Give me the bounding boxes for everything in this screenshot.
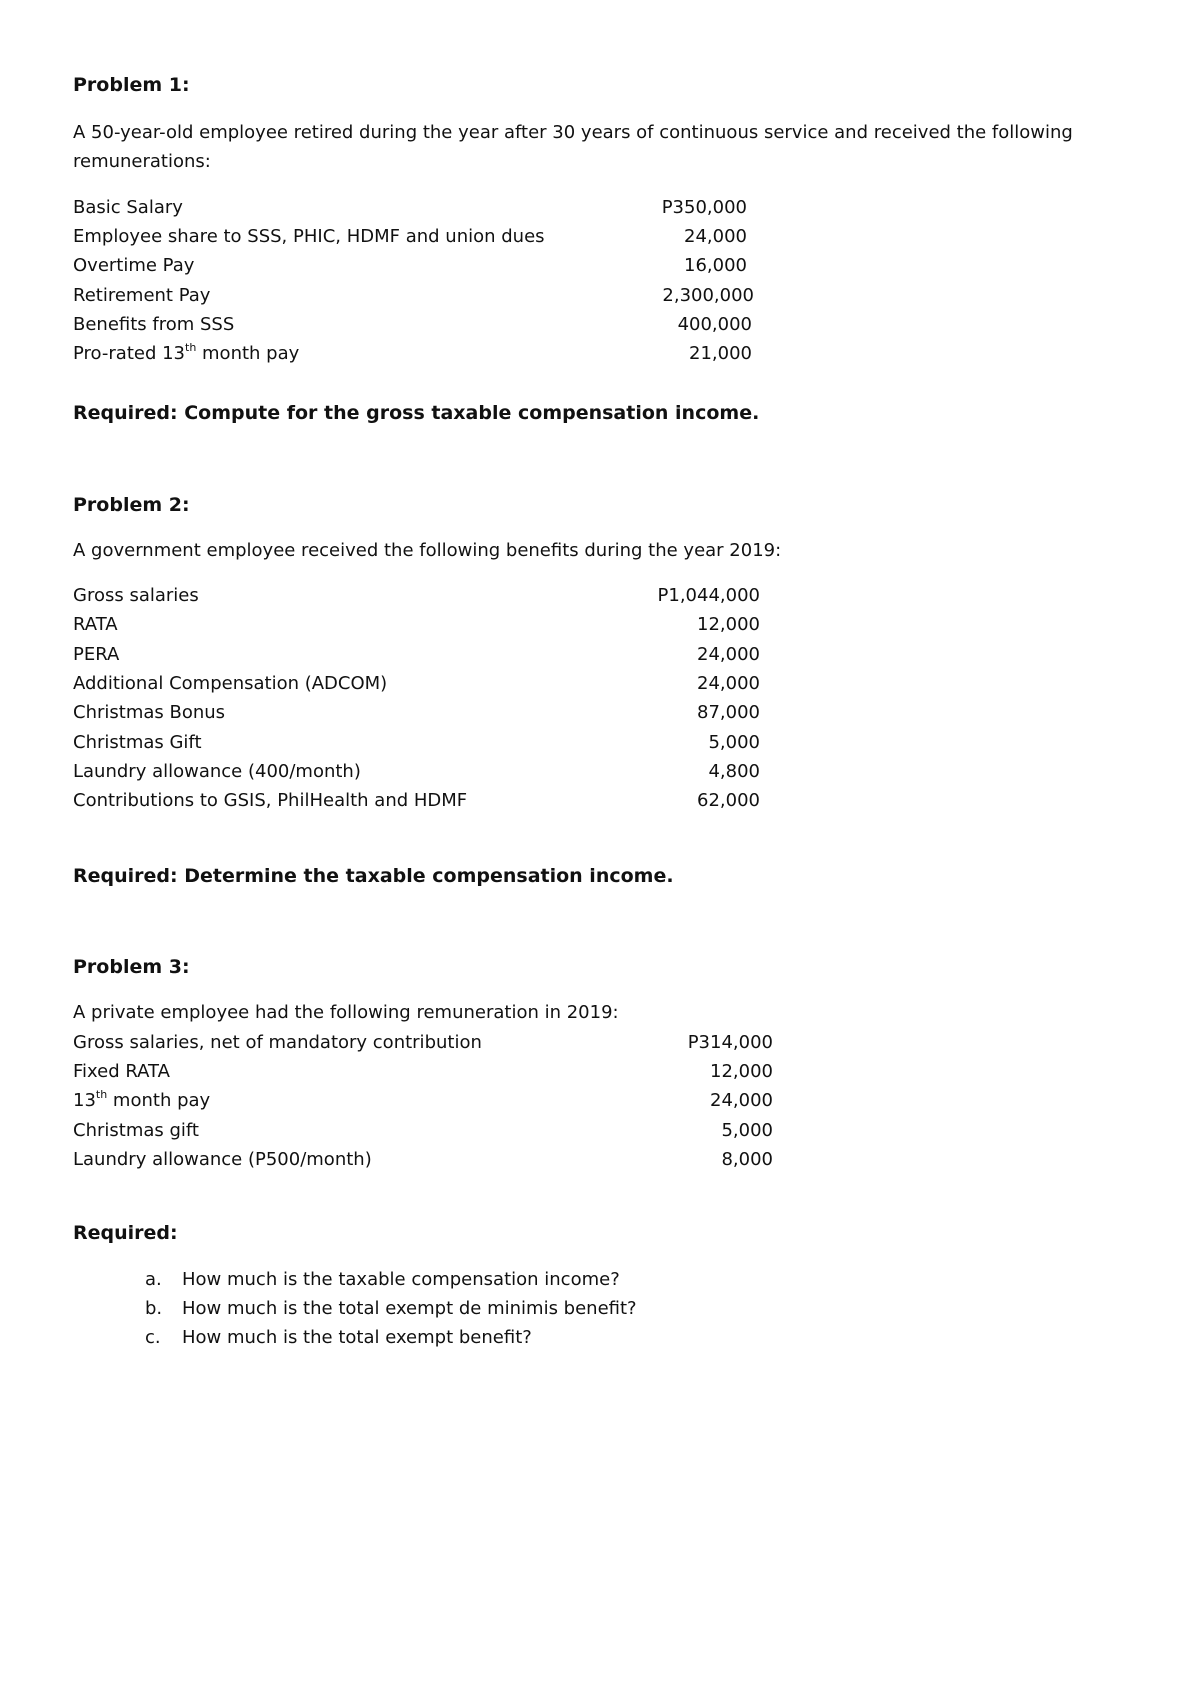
problem2-item-label: RATA <box>73 614 118 635</box>
problem1-intro-line2: remunerations: <box>73 151 211 172</box>
problem1-item-value: 16,000 <box>684 255 747 276</box>
problem3-item-value: P314,000 <box>687 1032 773 1053</box>
problem1-item-value: P350,000 <box>661 197 747 218</box>
problem2-item-label: Gross salaries <box>73 585 199 606</box>
problem2-item-value: 62,000 <box>697 790 760 811</box>
problem2-item-label: Laundry allowance (400/month) <box>73 761 361 782</box>
problem1-item-value: 21,000 <box>689 343 752 364</box>
problem3-item-label: Fixed RATA <box>73 1061 170 1082</box>
label-text: 13 <box>73 1090 96 1111</box>
problem3-item-label <box>73 1090 210 1111</box>
question-text: How much is the total exempt benefit? <box>182 1327 532 1348</box>
label-text: month pay <box>107 1090 211 1111</box>
question-text: How much is the taxable compensation income? <box>182 1269 620 1290</box>
problem1-required: Required: Compute for the gross taxable compensation income. <box>73 402 760 424</box>
problem1-item-label: Benefits from SSS <box>73 314 235 335</box>
problem3-item-value: 8,000 <box>721 1149 773 1170</box>
question-marker: b. <box>145 1298 163 1319</box>
superscript: th <box>95 1088 108 1101</box>
problem2-item-label: PERA <box>73 644 120 665</box>
problem2-title: Problem 2: <box>73 494 190 516</box>
problem3-title: Problem 3: <box>73 956 190 978</box>
problem2-item-label: Additional Compensation (ADCOM) <box>73 673 388 694</box>
problem3-item-value: 24,000 <box>710 1090 773 1111</box>
problem2-item-label: Contributions to GSIS, PhilHealth and HDMF <box>73 790 468 811</box>
problem3-item-label: Laundry allowance (P500/month) <box>73 1149 372 1170</box>
problem3-item-value: 12,000 <box>710 1061 773 1082</box>
problem2-item-value: 24,000 <box>697 673 760 694</box>
problem1-item-label: Overtime Pay <box>73 255 195 276</box>
problem2-required: Required: Determine the taxable compensation income. <box>73 865 674 887</box>
problem2-item-value: 5,000 <box>708 732 760 753</box>
problem2-item-value: 24,000 <box>697 644 760 665</box>
question-text: How much is the total exempt de minimis benefit? <box>182 1298 637 1319</box>
problem1-item-value: 400,000 <box>677 314 752 335</box>
problem2-item-value: P1,044,000 <box>657 585 760 606</box>
problem1-item-label <box>73 343 299 364</box>
problem1-intro-line1: A 50-year-old employee retired during the year after 30 years of continuous service and received the following <box>73 122 1073 143</box>
label-text: month pay <box>196 343 300 364</box>
problem3-item-label: Gross salaries, net of mandatory contribution <box>73 1032 482 1053</box>
problem3-item-label: Christmas gift <box>73 1120 199 1141</box>
problem2-item-label: Christmas Gift <box>73 732 202 753</box>
question-marker: c. <box>145 1327 161 1348</box>
problem3-intro: A private employee had the following remuneration in 2019: <box>73 1002 619 1023</box>
problem1-item-value: 24,000 <box>684 226 747 247</box>
problem2-item-value: 87,000 <box>697 702 760 723</box>
problem1-title: Problem 1: <box>73 74 190 96</box>
label-text: Pro-rated 13 <box>73 343 185 364</box>
question-marker: a. <box>145 1269 162 1290</box>
problem2-item-value: 4,800 <box>708 761 760 782</box>
superscript: th <box>185 341 197 354</box>
problem2-item-value: 12,000 <box>697 614 760 635</box>
problem1-item-label: Retirement Pay <box>73 285 211 306</box>
problem1-item-value: 2,300,000 <box>662 285 754 306</box>
problem3-item-value: 5,000 <box>721 1120 773 1141</box>
problem1-item-label: Basic Salary <box>73 197 183 218</box>
problem2-intro: A government employee received the following benefits during the year 2019: <box>73 540 782 561</box>
problem1-item-label: Employee share to SSS, PHIC, HDMF and union dues <box>73 226 545 247</box>
problem2-item-label: Christmas Bonus <box>73 702 226 723</box>
problem3-required: Required: <box>73 1222 178 1244</box>
